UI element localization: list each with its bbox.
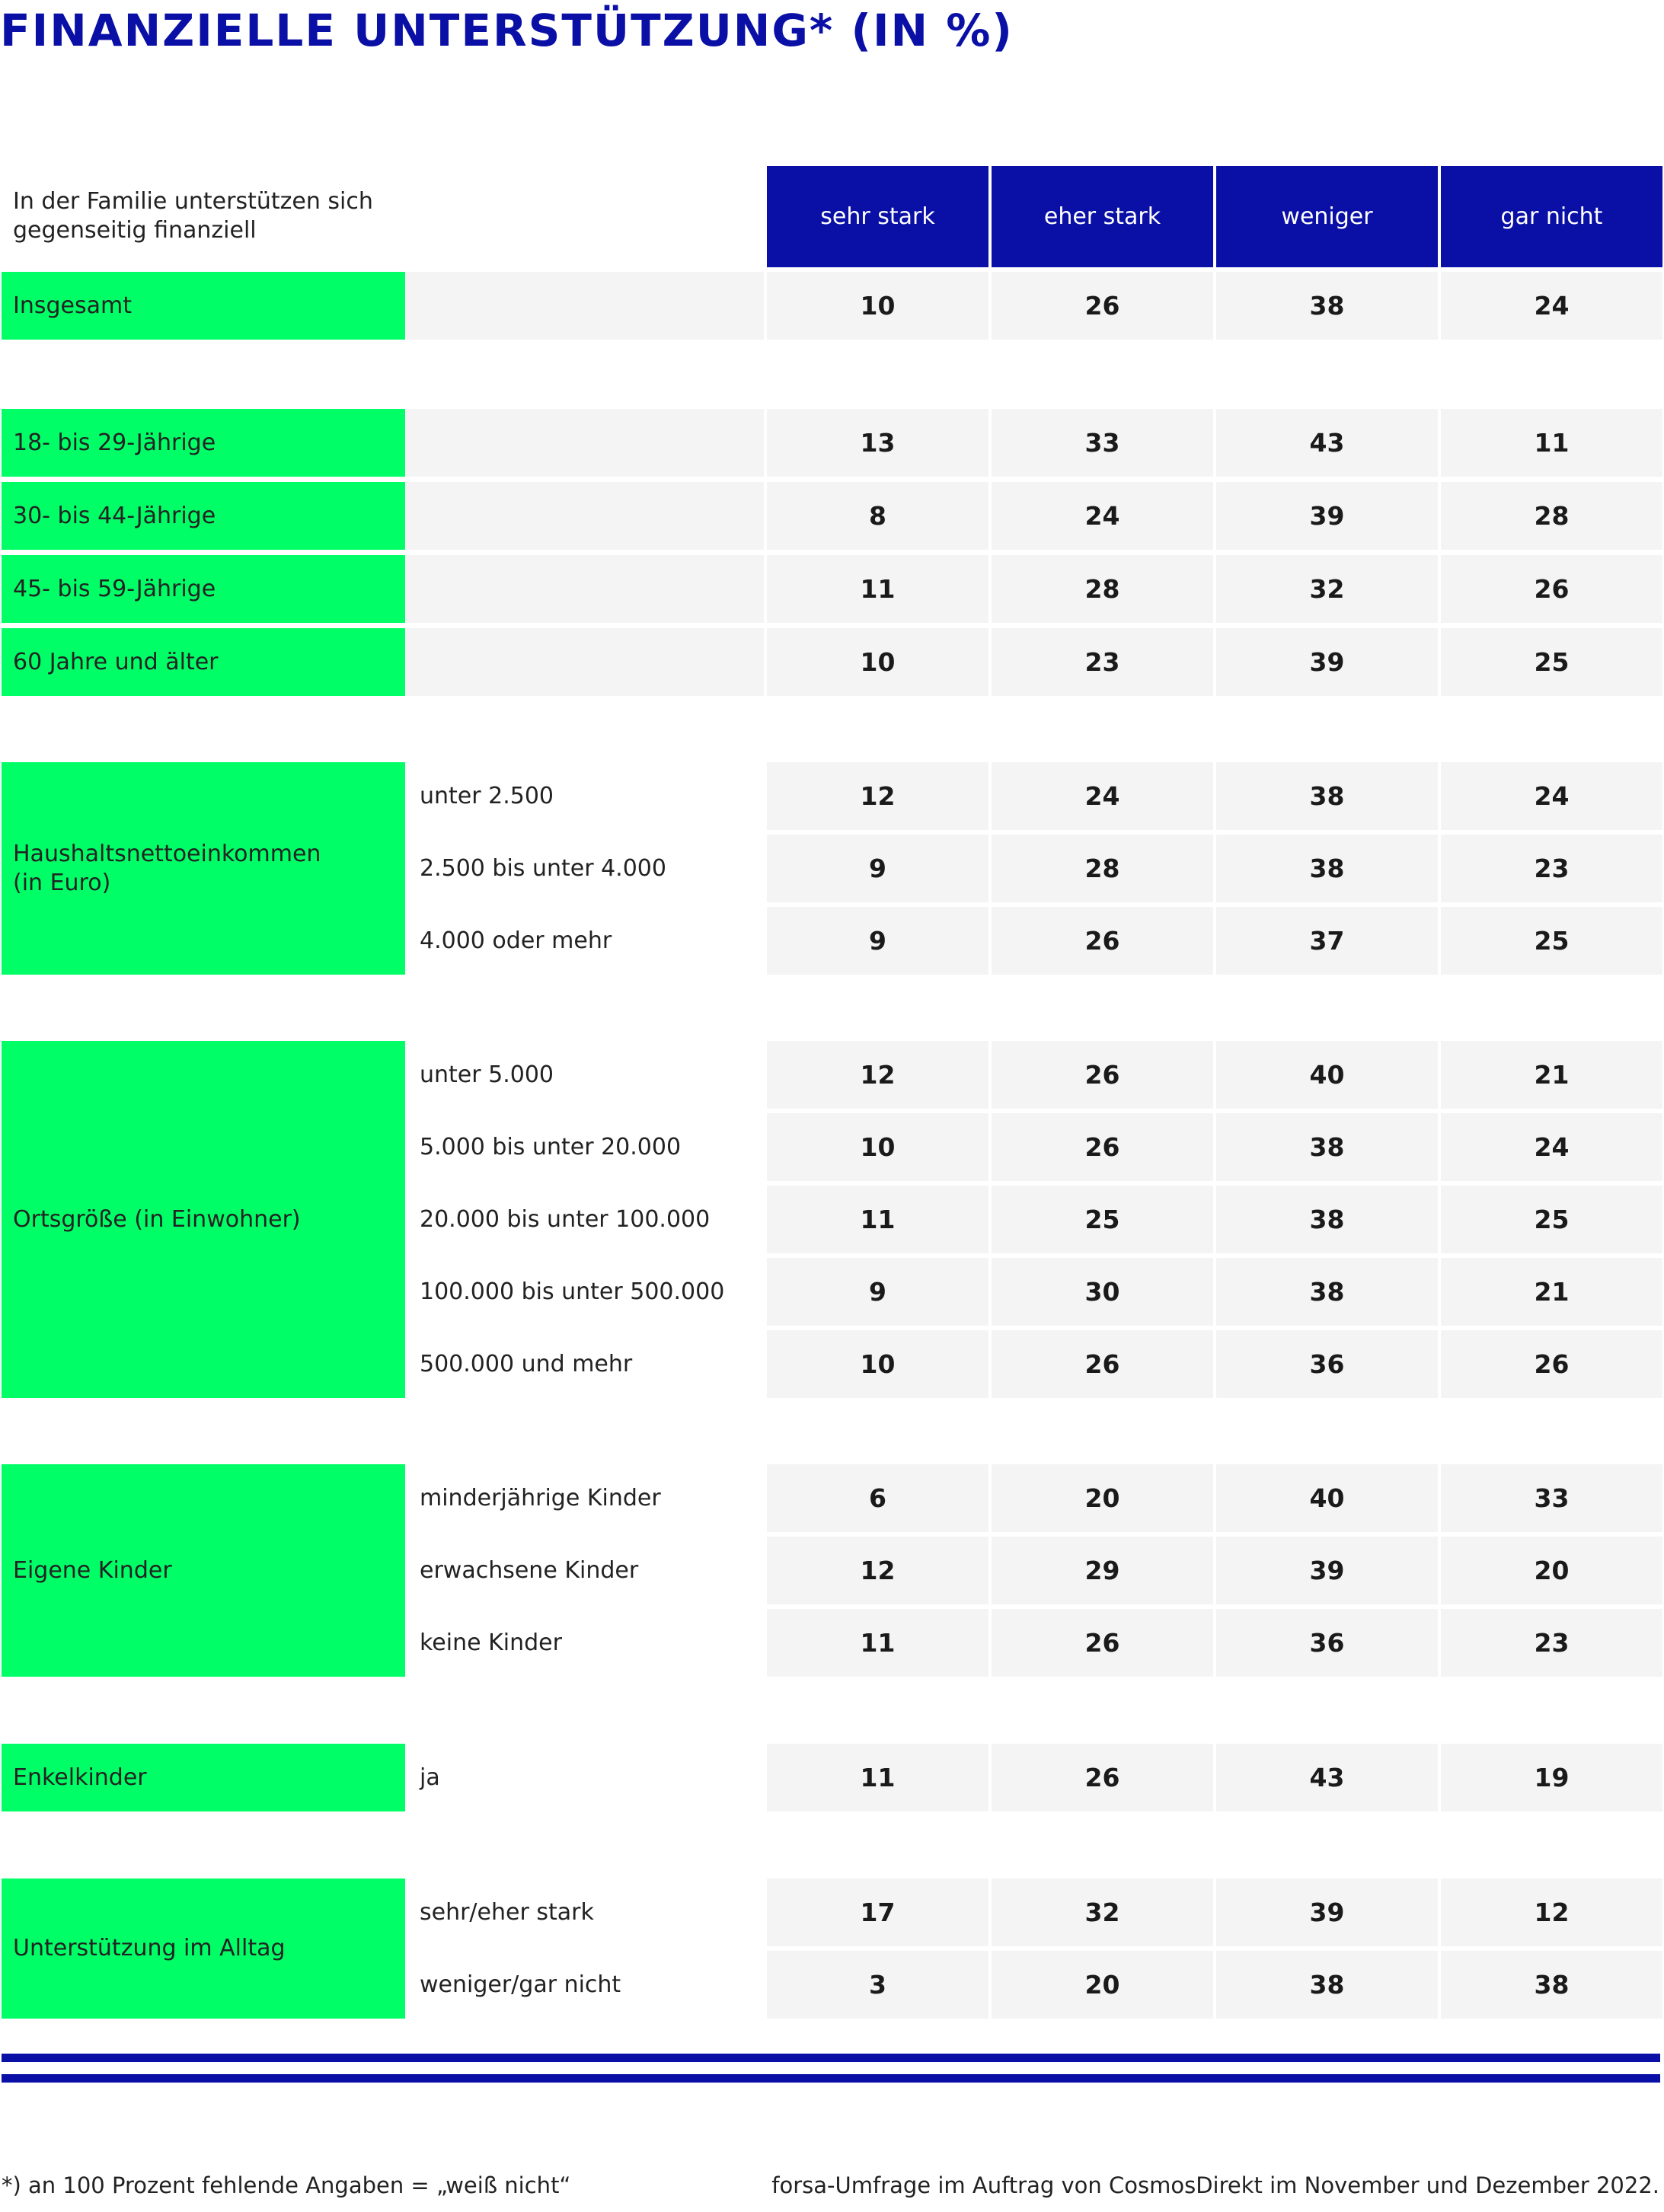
value-cell: 24 xyxy=(1441,272,1662,340)
group-label xyxy=(2,482,405,550)
value-cell: 39 xyxy=(1216,1537,1438,1604)
row-sublabel: keine Kinder xyxy=(420,1629,562,1656)
column-header: sehr stark xyxy=(767,166,988,267)
value-cell: 11 xyxy=(767,1744,988,1811)
row-sublabel xyxy=(406,555,764,623)
row-sublabel: 500.000 und mehr xyxy=(420,1351,633,1377)
value-cell: 25 xyxy=(992,1186,1213,1253)
group-label-text: Enkelkinder xyxy=(13,1764,147,1791)
value-cell: 33 xyxy=(992,409,1213,477)
group-label xyxy=(2,555,405,623)
value-cell: 26 xyxy=(992,1041,1213,1109)
group-label-text: Insgesamt xyxy=(13,292,132,319)
value-cell: 36 xyxy=(1216,1330,1438,1398)
group-label xyxy=(2,1464,405,1677)
value-cell: 28 xyxy=(992,835,1213,902)
value-cell: 33 xyxy=(1441,1464,1662,1532)
value-cell: 11 xyxy=(1441,409,1662,477)
value-cell: 38 xyxy=(1216,835,1438,902)
value-cell: 19 xyxy=(1441,1744,1662,1811)
value-cell: 37 xyxy=(1216,907,1438,975)
group-label-text: 30- bis 44-Jährige xyxy=(13,502,216,529)
value-cell: 12 xyxy=(767,762,988,830)
value-cell: 28 xyxy=(992,555,1213,623)
group-label xyxy=(2,272,405,340)
page-title: FINANZIELLE UNTERSTÜTZUNG* (IN %) xyxy=(0,5,1014,56)
row-sublabel: 100.000 bis unter 500.000 xyxy=(420,1278,725,1305)
value-cell: 26 xyxy=(1441,555,1662,623)
value-cell: 38 xyxy=(1216,762,1438,830)
row-sublabel: 20.000 bis unter 100.000 xyxy=(420,1206,711,1233)
divider-line xyxy=(2,2054,1660,2062)
value-cell: 9 xyxy=(767,1258,988,1326)
value-cell: 39 xyxy=(1216,628,1438,696)
value-cell: 32 xyxy=(992,1878,1213,1946)
value-cell: 10 xyxy=(767,1330,988,1398)
group-label xyxy=(2,628,405,696)
value-cell: 43 xyxy=(1216,1744,1438,1811)
value-cell: 23 xyxy=(1441,1609,1662,1677)
value-cell: 26 xyxy=(992,1744,1213,1811)
value-cell: 24 xyxy=(992,482,1213,550)
group-label xyxy=(2,1744,405,1811)
row-sublabel: erwachsene Kinder xyxy=(420,1557,639,1584)
value-cell: 25 xyxy=(1441,628,1662,696)
value-cell: 3 xyxy=(767,1951,988,2019)
value-cell: 28 xyxy=(1441,482,1662,550)
value-cell: 9 xyxy=(767,907,988,975)
value-cell: 24 xyxy=(992,762,1213,830)
value-cell: 12 xyxy=(1441,1878,1662,1946)
group-label xyxy=(2,762,405,975)
value-cell: 40 xyxy=(1216,1041,1438,1109)
row-sublabel: weniger/gar nicht xyxy=(420,1971,621,1998)
value-cell: 38 xyxy=(1216,272,1438,340)
value-cell: 32 xyxy=(1216,555,1438,623)
value-cell: 11 xyxy=(767,1609,988,1677)
column-header: eher stark xyxy=(992,166,1213,267)
row-sublabel: 2.500 bis unter 4.000 xyxy=(420,855,666,882)
column-header: gar nicht xyxy=(1441,166,1662,267)
value-cell: 26 xyxy=(992,1330,1213,1398)
value-cell: 43 xyxy=(1216,409,1438,477)
value-cell: 13 xyxy=(767,409,988,477)
group-label xyxy=(2,1878,405,2019)
value-cell: 21 xyxy=(1441,1258,1662,1326)
group-label-text: 60 Jahre und älter xyxy=(13,648,219,675)
value-cell: 20 xyxy=(992,1464,1213,1532)
row-sublabel: 4.000 oder mehr xyxy=(420,927,612,954)
row-sublabel xyxy=(406,409,764,477)
value-cell: 6 xyxy=(767,1464,988,1532)
column-header: weniger xyxy=(1216,166,1438,267)
value-cell: 9 xyxy=(767,835,988,902)
footnote: *) an 100 Prozent fehlende Angaben = „weiß nicht“ xyxy=(2,2172,571,2198)
value-cell: 8 xyxy=(767,482,988,550)
question-label: In der Familie unterstützen sich gegenseitig finanziell xyxy=(13,188,373,244)
value-cell: 23 xyxy=(1441,835,1662,902)
value-cell: 26 xyxy=(992,907,1213,975)
group-label xyxy=(2,409,405,477)
group-label-text: 45- bis 59-Jährige xyxy=(13,575,216,602)
row-sublabel: 5.000 bis unter 20.000 xyxy=(420,1134,682,1160)
value-cell: 24 xyxy=(1441,762,1662,830)
value-cell: 26 xyxy=(992,1609,1213,1677)
value-cell: 25 xyxy=(1441,1186,1662,1253)
row-sublabel: minderjährige Kinder xyxy=(420,1485,661,1511)
row-sublabel: sehr/eher stark xyxy=(420,1899,594,1926)
value-cell: 11 xyxy=(767,555,988,623)
value-cell: 21 xyxy=(1441,1041,1662,1109)
row-sublabel xyxy=(406,272,764,340)
value-cell: 38 xyxy=(1216,1951,1438,2019)
row-sublabel: ja xyxy=(420,1764,440,1791)
value-cell: 17 xyxy=(767,1878,988,1946)
group-label xyxy=(2,1041,405,1398)
value-cell: 24 xyxy=(1441,1113,1662,1181)
value-cell: 10 xyxy=(767,628,988,696)
group-label-text: 18- bis 29-Jährige xyxy=(13,429,216,456)
value-cell: 26 xyxy=(1441,1330,1662,1398)
value-cell: 25 xyxy=(1441,907,1662,975)
value-cell: 23 xyxy=(992,628,1213,696)
value-cell: 36 xyxy=(1216,1609,1438,1677)
value-cell: 26 xyxy=(992,1113,1213,1181)
row-sublabel xyxy=(406,628,764,696)
row-sublabel: unter 2.500 xyxy=(420,783,554,809)
value-cell: 10 xyxy=(767,272,988,340)
divider-line xyxy=(2,2074,1660,2083)
group-label-text: Unterstützung im Alltag xyxy=(13,1935,286,1961)
value-cell: 38 xyxy=(1216,1113,1438,1181)
value-cell: 20 xyxy=(992,1951,1213,2019)
value-cell: 26 xyxy=(992,272,1213,340)
group-label-text: Eigene Kinder xyxy=(13,1556,172,1584)
row-sublabel: unter 5.000 xyxy=(420,1061,554,1088)
value-cell: 39 xyxy=(1216,482,1438,550)
value-cell: 38 xyxy=(1216,1186,1438,1253)
row-sublabel xyxy=(406,482,764,550)
value-cell: 38 xyxy=(1216,1258,1438,1326)
value-cell: 30 xyxy=(992,1258,1213,1326)
value-cell: 38 xyxy=(1441,1951,1662,2019)
value-cell: 29 xyxy=(992,1537,1213,1604)
value-cell: 12 xyxy=(767,1041,988,1109)
value-cell: 12 xyxy=(767,1537,988,1604)
source-note: forsa-Umfrage im Auftrag von CosmosDirekt im November und Dezember 2022. xyxy=(771,2172,1659,2198)
group-label-text: Ortsgröße (in Einwohner) xyxy=(13,1205,301,1233)
value-cell: 40 xyxy=(1216,1464,1438,1532)
value-cell: 10 xyxy=(767,1113,988,1181)
value-cell: 20 xyxy=(1441,1537,1662,1604)
value-cell: 39 xyxy=(1216,1878,1438,1946)
value-cell: 11 xyxy=(767,1186,988,1253)
group-label-text: Haushaltsnettoeinkommen (in Euro) xyxy=(13,840,321,896)
